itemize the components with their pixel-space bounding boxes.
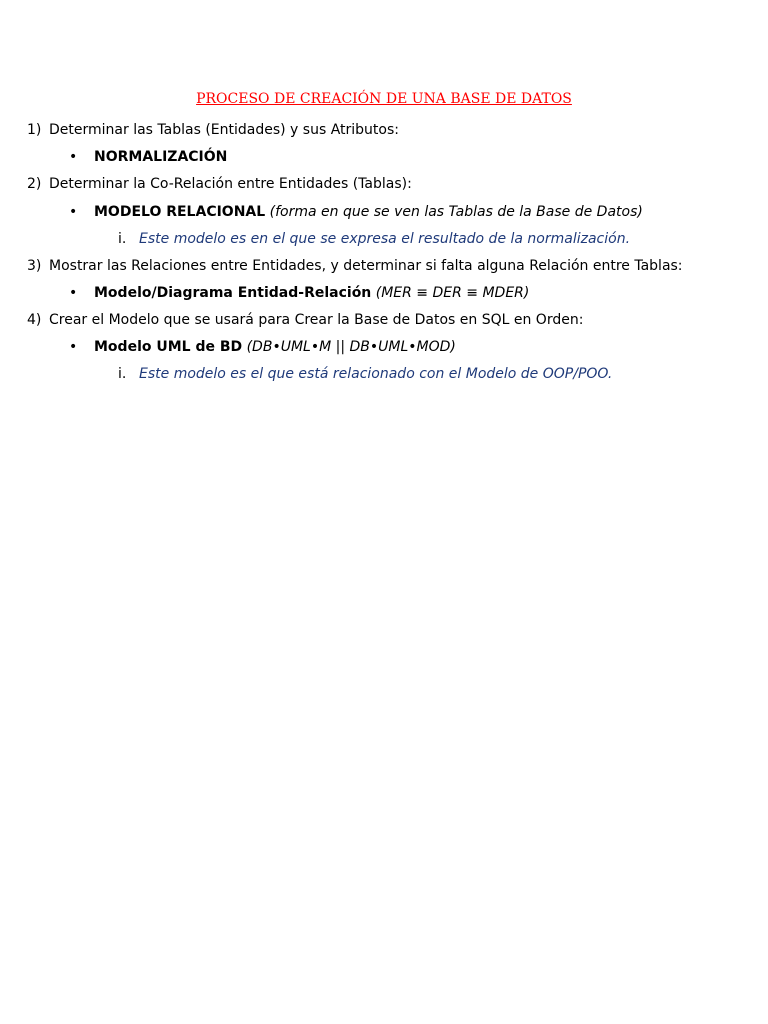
bullet-text [94,148,227,166]
sub-text: Este modelo es el que está relacionado con el Modelo de OOP/POO. [139,366,613,382]
bullet-italic-text: (forma en que se ven las Tablas de la Base de Datos) [269,204,643,220]
item-text: Mostrar las Relaciones entre Entidades, y determinar si falta alguna Relación entre Tablas: [49,258,683,274]
item-text: Crear el Modelo que se usará para Crear la Base de Datos en SQL en Orden: [49,312,584,328]
bullet-text [94,203,643,221]
bullet-bold-text: NORMALIZACIÓN [94,149,228,165]
item-text: Determinar las Tablas (Entidades) y sus Atributos: [49,122,399,138]
document-title: PROCESO DE CREACIÓN DE UNA BASE DE DATOS [196,91,572,107]
bullet-icon: • [69,149,78,165]
item-number: 2) [27,176,42,192]
bullet-text [94,338,456,356]
sub-marker: i. [118,366,127,382]
bullet-icon: • [69,285,78,301]
item-number: 1) [27,122,42,138]
sub-marker: i. [118,231,127,247]
bullet-italic-text: (DB•UML•M || DB•UML•MOD) [246,339,456,355]
bullet-italic-text: (MER ≡ DER ≡ MDER) [375,285,530,301]
bullet-text [94,284,529,302]
bullet-bold-text: Modelo UML de BD [94,339,243,355]
bullet-bold-text: Modelo/Diagrama Entidad-Relación [94,285,372,301]
item-number: 4) [27,312,42,328]
bullet-icon: • [69,204,78,220]
item-text: Determinar la Co-Relación entre Entidades (Tablas): [49,176,412,192]
bullet-icon: • [69,339,78,355]
bullet-bold-text: MODELO RELACIONAL [94,204,266,220]
sub-text: Este modelo es en el que se expresa el resultado de la normalización. [139,231,631,247]
item-number: 3) [27,258,42,274]
